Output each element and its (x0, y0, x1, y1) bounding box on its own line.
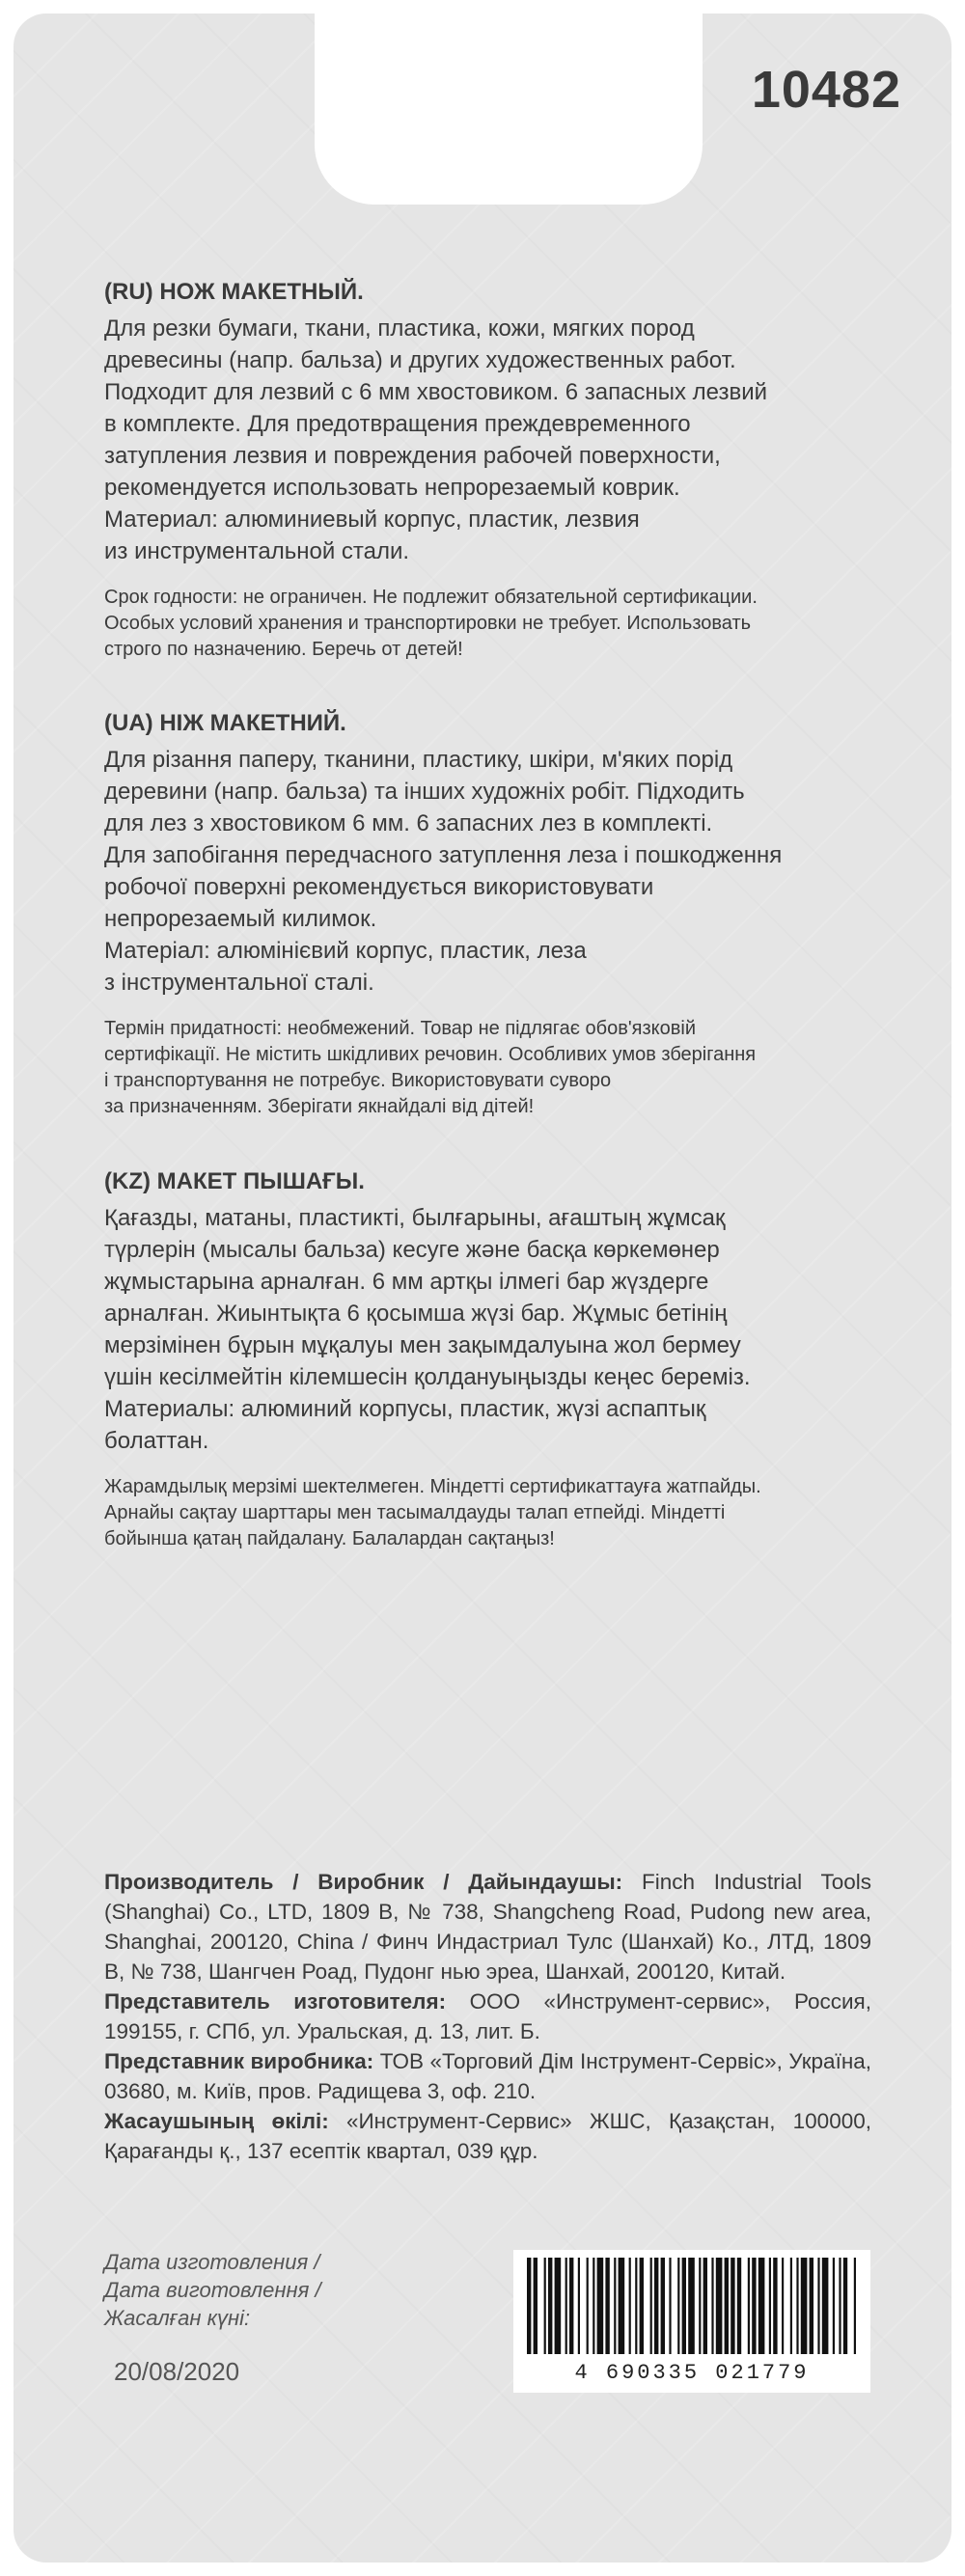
section-ua-title: (UA) НІЖ МАКЕТНИЙ. (104, 710, 346, 736)
barcode-bar (688, 2258, 695, 2354)
barcode-bar (758, 2258, 765, 2354)
representative-kz-text: «Инструмент-Сервис» ЖШС, Қазақстан, 100000, Қарағанды қ., 137 есептік квартал, 039 құр. (104, 2109, 871, 2163)
manufacture-date-labels (104, 2248, 321, 2332)
barcode-bar (725, 2258, 729, 2354)
barcode-bar (703, 2258, 707, 2354)
barcode-bar (635, 2258, 637, 2354)
date-label-ua: Дата виготовлення / (104, 2278, 321, 2302)
barcode-bar (629, 2258, 631, 2354)
section-kz-body: Қағазды, матаны, пластикті, былғарыны, ағаштың жұмсақ түрлерін (мысалы бальза) кесуге және басқа көркемөнер жұмыстарына арналған. 6 мм артқы ілмегі бар жүздерге арналған. Жиынтықта 6 қосымша жүзі бар. Жұмыс бетінің мерзімінен бұрын мұқалуы мен зақымдалуына жол бермеу үшін кесілмейтін кілемшесін қолдануыңызды кеңес береміз. Материалы: алюминий корпусы, пластик, жүзі аспаптық болаттан. (104, 1205, 751, 1454)
barcode-bar (711, 2258, 713, 2354)
manufacture-date-value: 20/08/2020 (114, 2357, 240, 2386)
section-ua-body: Для різання паперу, тканини, пластику, шкіри, м'яких порід деревини (напр. бальза) та інших художніх робіт. Підходить для лез з хвостовиком 6 мм. 6 запасних лез в комплекті. Для запобігання передчасного затуплення леза і пошкодження робочої поверхні рекомендується використовувати непрорезаемый килимок. Матеріал: алюмінієвий корпус, пластик, леза з інструментальної сталі. (104, 747, 783, 996)
barcode-bar (716, 2258, 723, 2354)
section-ua-note: Термін придатності: необмежений. Товар не підлягає обов'язковій сертифікації. Не містить шкідливих речовин. Особливих умов зберігання і транспортування не потребує. Використовувати суворо за призначенням. Зберігати якнайдалі від дітей! (104, 1018, 757, 1117)
section-ru (104, 276, 886, 663)
barcode-bar (699, 2258, 701, 2354)
barcode-bar (833, 2258, 835, 2354)
barcode-bar (752, 2258, 756, 2354)
representative-kz-line (104, 2106, 871, 2166)
barcode-bar (769, 2258, 771, 2354)
date-label-ru: Дата изготовления / (104, 2250, 320, 2274)
representative-ru-label: Представитель изготовителя: (104, 1989, 447, 2014)
representative-ua-text: ТОВ «Торговий Дім Інструмент-Сервіс», Україна, 03680, м. Київ, пров. Радищева 3, оф. 210. (104, 2049, 872, 2103)
barcode-bar (790, 2258, 792, 2354)
barcode-bar (578, 2258, 580, 2354)
representative-ua-label: Представник виробника: (104, 2049, 374, 2073)
barcode-bar (640, 2258, 644, 2354)
barcode-bar (801, 2258, 808, 2354)
barcode-bar (817, 2258, 819, 2354)
sku-number: 10482 (751, 61, 901, 119)
manufacturer-line (104, 1867, 871, 1987)
barcode-bar (527, 2258, 531, 2354)
representative-ru-line (104, 1987, 871, 2046)
barcode-bar (605, 2258, 609, 2354)
barcode-bar (677, 2258, 679, 2354)
barcode-bar (569, 2258, 573, 2354)
section-ru-note: Срок годности: не ограничен. Не подлежит обязательной сертификации. Особых условий хранения и транспортировки не требует. Использовать строго по назначению. Беречь от детей! (104, 587, 758, 660)
manufacturer-text: Finch Industrial Tools (Shanghai) Co., LTD, 1809 B, № 738, Shangcheng Road, Pudong new area, Shanghai, 200120, China / Финч Индастриал Тулс (Шанхай) Ко., ЛТД, 1809 B, № 738, Шангчен Роад, Пудонг нью эреа, Шанхай, 200120, Китай. (104, 1870, 871, 1984)
barcode-bar (614, 2258, 616, 2354)
section-ru-title: (RU) НОЖ МАКЕТНЫЙ. (104, 279, 364, 305)
barcode-bar (587, 2258, 589, 2354)
barcode-bar (822, 2258, 829, 2354)
barcode-bar (565, 2258, 567, 2354)
barcode-bars-icon (523, 2258, 861, 2354)
representative-ua-line (104, 2046, 871, 2106)
section-kz-note: Жарамдылық мерзімі шектелмеген. Міндетті сертификаттауға жатпайды. Арнайы сақтау шарттары мен тасымалдауды талап етпейді. Міндетті бойынша қатаң пайдалану. Балалардан сақтаңыз! (104, 1476, 761, 1549)
barcode-bar (782, 2258, 784, 2354)
representative-kz-label: Жасаушының өкілі: (104, 2109, 329, 2133)
manufacturer-label: Производитель / Виробник / Дайындаушы: (104, 1870, 623, 1894)
section-kz-title: (KZ) МАКЕТ ПЫШАҒЫ. (104, 1168, 365, 1194)
representative-ru-text: ООО «Инструмент-сервис», Россия, 199155, г. СПб, ул. Уральская, д. 13, лит. Б. (104, 1989, 871, 2043)
section-ua (104, 707, 886, 1120)
section-kz (104, 1165, 886, 1552)
barcode-bar (650, 2258, 652, 2354)
barcode-bar (593, 2258, 594, 2354)
hang-hole (315, 14, 703, 205)
barcode-bar (619, 2258, 625, 2354)
barcode-bar (737, 2258, 741, 2354)
barcode-bar (555, 2258, 562, 2354)
section-ru-body: Для резки бумаги, ткани, пластика, кожи, мягких пород древесины (напр. бальза) и других художественных работ. Подходит для лезвий с 6 мм хвостовиком. 6 запасных лезвий в комплекте. Для предотвращения преждевременного затупления лезвия и повреждения рабочей поверхности, рекомендуется использовать непрорезаемый коврик. Материал: алюминиевый корпус, пластик, лезвия из инструментальной стали. (104, 315, 768, 564)
barcode-bar (669, 2258, 671, 2354)
barcode-bar (544, 2258, 546, 2354)
barcode (513, 2250, 870, 2393)
barcode-bar (796, 2258, 798, 2354)
manufacturer-info (104, 1867, 871, 2166)
barcode-bar (548, 2258, 552, 2354)
barcode-bar (843, 2258, 847, 2354)
barcode-bar (534, 2258, 538, 2354)
barcode-bar (810, 2258, 813, 2354)
barcode-bar (839, 2258, 841, 2354)
barcode-number: 4 690335 021779 (574, 2361, 810, 2385)
barcode-bar (748, 2258, 750, 2354)
barcode-bar (854, 2258, 856, 2354)
barcode-bar (682, 2258, 686, 2354)
barcode-bar (597, 2258, 604, 2354)
barcode-bar (773, 2258, 777, 2354)
barcode-bar (661, 2258, 665, 2354)
barcode-bar (731, 2258, 734, 2354)
date-label-kz: Жасалған күні: (104, 2306, 251, 2330)
barcode-bar (654, 2258, 658, 2354)
